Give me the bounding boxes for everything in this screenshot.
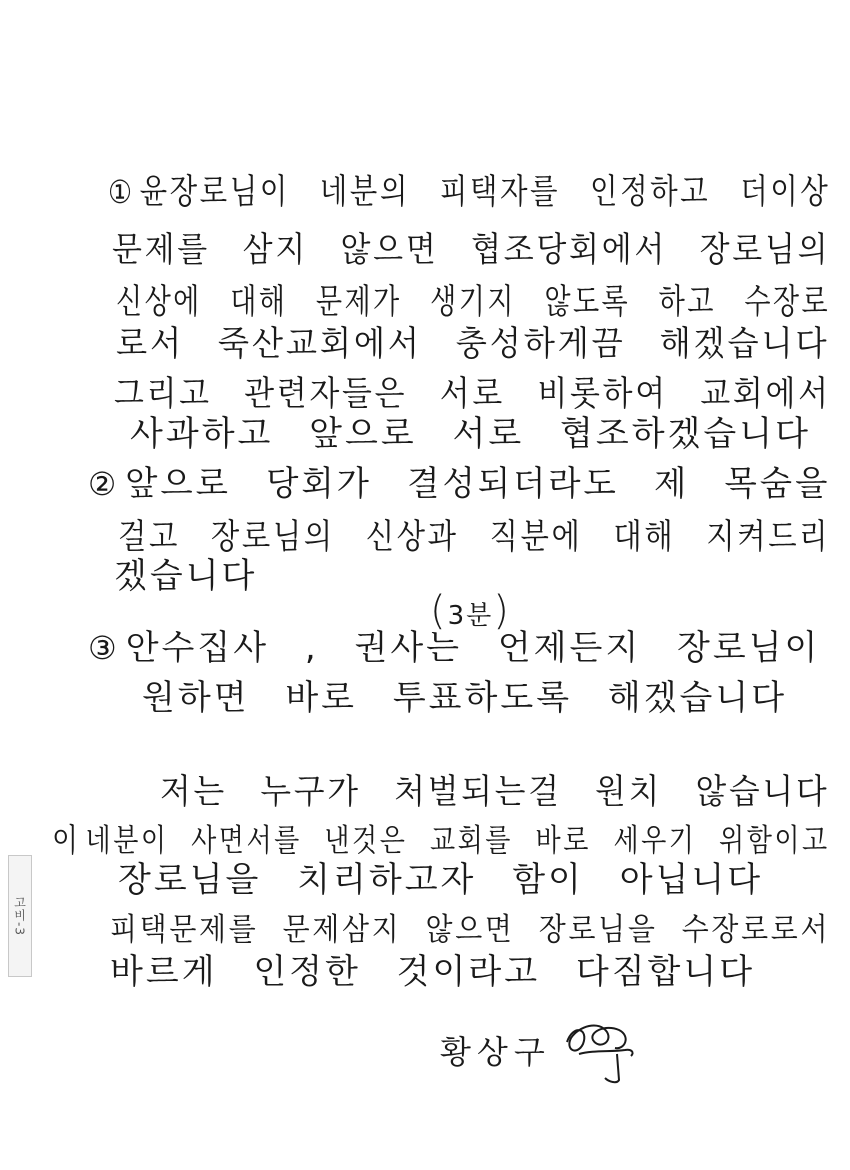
section1-line-1 (108, 170, 830, 214)
section2-line-2: 걸고 장로님의 신상과 직분에 대해 지켜드리 (118, 517, 831, 557)
section1-line-1-text: 윤장로님이 네분의 피택자를 인정하고 더이상 (139, 172, 831, 212)
side-stamp-text: 고비-3 (12, 896, 27, 936)
section3-line-1-text: 안수집사 , 권사는 언제든지 장로님이 (125, 628, 821, 668)
annotation-open-paren: ( (430, 588, 448, 634)
section3-marker: ③ (88, 629, 120, 667)
section1-line-4: 로서 죽산교회에서 충성하게끔 해겠습니다 (116, 324, 830, 364)
closing-line-4: 피택문제를 문제삼지 않으면 장로님을 수장로로서 (110, 912, 831, 948)
signature-block (440, 1010, 649, 1090)
signature-scribble (559, 1010, 649, 1090)
section2-line-3: 겠습니다 (114, 556, 258, 596)
section3-line-2: 원하면 바로 투표하도록 해겠습니다 (142, 678, 788, 718)
closing-line-3: 장로님을 치리하고자 함이 아닙니다 (118, 860, 764, 900)
section1-line-5: 그리고 관련자들은 서로 비롯하여 교회에서 (114, 374, 831, 414)
section2-line-1 (88, 462, 830, 506)
section1-line-2: 문제를 삼지 않으면 협조당회에서 장로님의 (112, 230, 831, 270)
closing-marker: 이 (52, 821, 81, 859)
signature-name: 황상구 (440, 1033, 551, 1071)
closing-line-2-text: 네분이 사면서를 낸것은 교회를 바로 세우기 위함이고 (85, 823, 830, 859)
section3-line-1 (88, 626, 820, 670)
closing-line-5: 바르게 인정한 것이라고 다짐합니다 (110, 952, 756, 992)
closing-line-1: 저는 누구가 처벌되는걸 원치 않습니다 (160, 772, 830, 812)
closing-line-2 (52, 818, 830, 863)
section2-marker: ② (88, 465, 120, 503)
annotation-text: 3분 (447, 601, 494, 631)
annotation-close-paren: ) (493, 588, 511, 634)
section1-marker: ① (108, 173, 135, 211)
side-stamp-label (8, 855, 32, 977)
section1-line-6: 사과하고 앞으로 서로 협조하겠습니다 (130, 414, 811, 454)
section1-line-3: 신상에 대해 문제가 생기지 않도록 하고 수장로 (116, 282, 831, 322)
section2-line-1-text: 앞으로 당회가 결성되더라도 제 목숨을 (125, 464, 831, 504)
